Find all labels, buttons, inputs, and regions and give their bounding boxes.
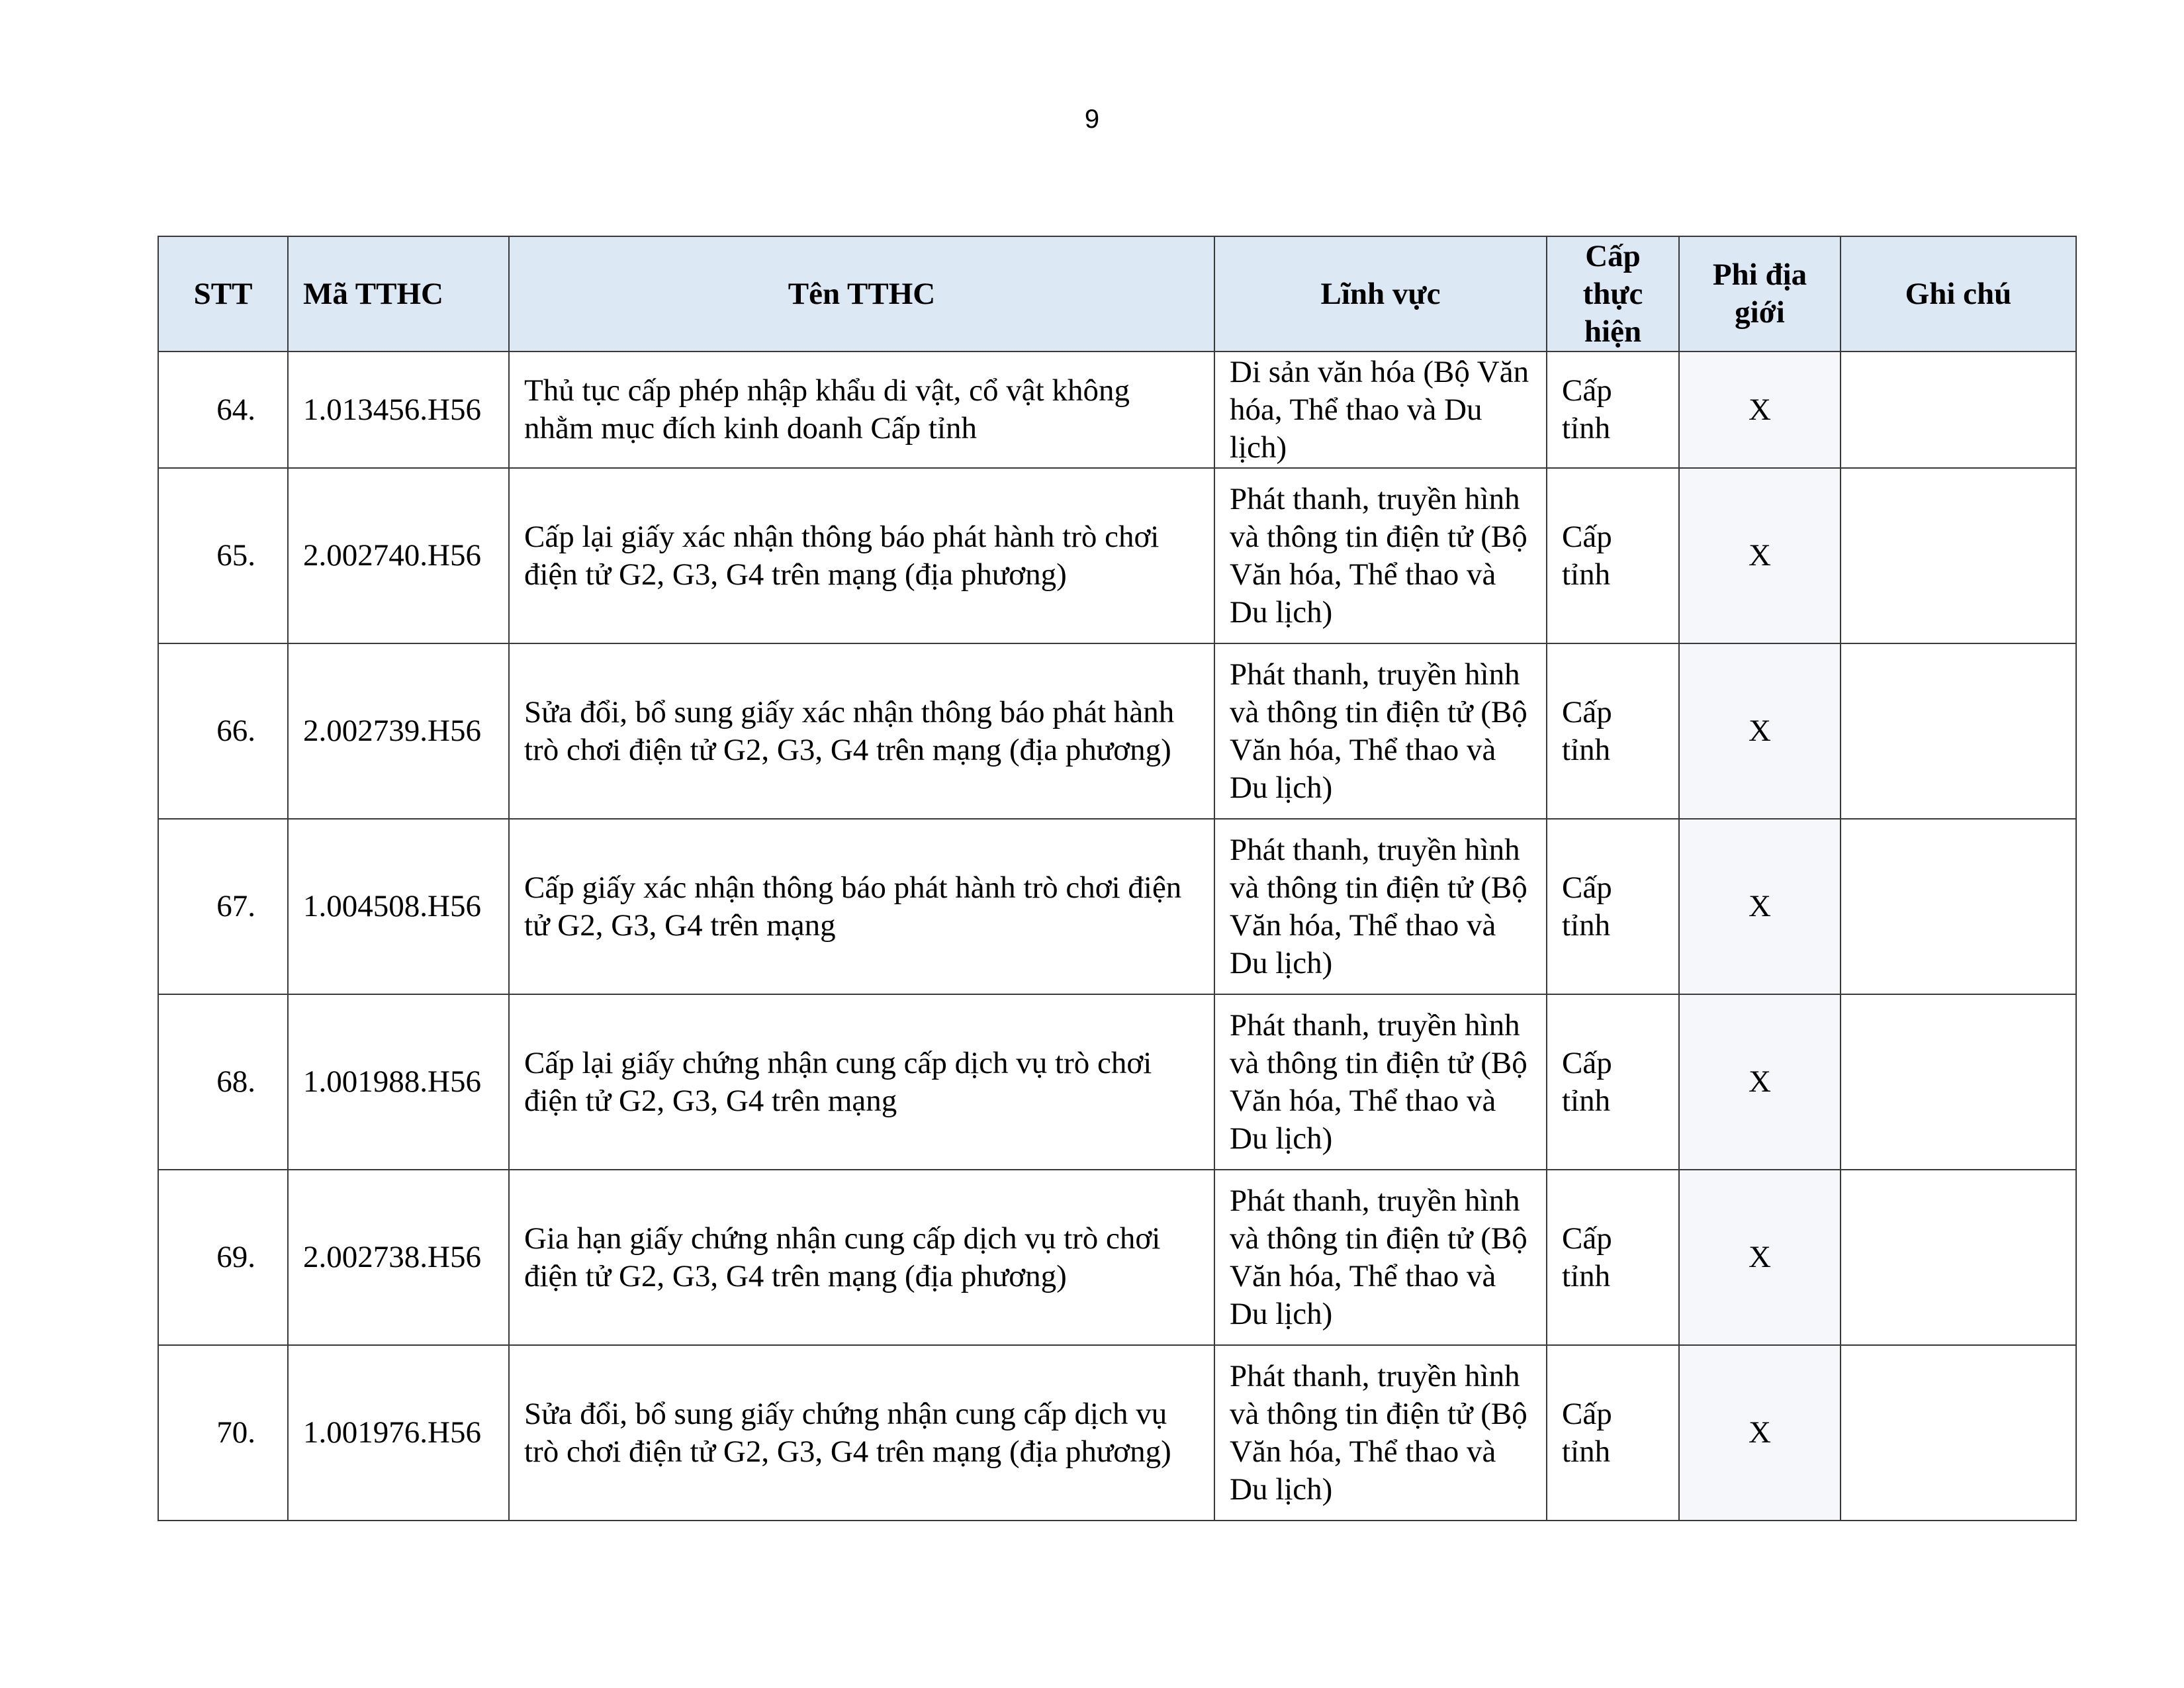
row-field: Phát thanh, truyền hình và thông tin điện tử (Bộ Văn hóa, Thể thao và Du lịch) — [1214, 643, 1547, 819]
row-stt: 70. — [158, 1345, 288, 1521]
row-code: 2.002738.H56 — [288, 1170, 509, 1345]
row-name: Gia hạn giấy chứng nhận cung cấp dịch vụ trò chơi điện tử G2, G3, G4 trên mạng (địa phương) — [509, 1170, 1214, 1345]
row-name: Cấp giấy xác nhận thông báo phát hành trò chơi điện tử G2, G3, G4 trên mạng — [509, 819, 1214, 994]
row-note — [1841, 819, 2076, 994]
row-note — [1841, 352, 2076, 468]
row-field: Phát thanh, truyền hình và thông tin điện tử (Bộ Văn hóa, Thể thao và Du lịch) — [1214, 819, 1547, 994]
row-non-boundary: X — [1679, 819, 1841, 994]
row-code: 2.002740.H56 — [288, 468, 509, 643]
page-number: 9 — [1084, 105, 1100, 134]
row-level: Cấp tỉnh — [1547, 819, 1679, 994]
row-note — [1841, 1170, 2076, 1345]
row-non-boundary: X — [1679, 468, 1841, 643]
row-code: 1.001976.H56 — [288, 1345, 509, 1521]
row-level: Cấp tỉnh — [1547, 1170, 1679, 1345]
row-level: Cấp tỉnh — [1547, 994, 1679, 1170]
row-note — [1841, 1345, 2076, 1521]
row-field: Phát thanh, truyền hình và thông tin điện tử (Bộ Văn hóa, Thể thao và Du lịch) — [1214, 1345, 1547, 1521]
row-field: Phát thanh, truyền hình và thông tin điện tử (Bộ Văn hóa, Thể thao và Du lịch) — [1214, 468, 1547, 643]
row-name: Sửa đổi, bổ sung giấy chứng nhận cung cấp dịch vụ trò chơi điện tử G2, G3, G4 trên mạng (địa phương) — [509, 1345, 1214, 1521]
row-field: Phát thanh, truyền hình và thông tin điện tử (Bộ Văn hóa, Thể thao và Du lịch) — [1214, 1170, 1547, 1345]
row-code: 2.002739.H56 — [288, 643, 509, 819]
header-stt: STT — [158, 236, 288, 352]
row-note — [1841, 994, 2076, 1170]
row-code: 1.004508.H56 — [288, 819, 509, 994]
table-row — [158, 819, 2076, 994]
table-row — [158, 352, 2076, 468]
table-row — [158, 643, 2076, 819]
table-row — [158, 994, 2076, 1170]
row-note — [1841, 468, 2076, 643]
row-code: 1.013456.H56 — [288, 352, 509, 468]
table-row — [158, 1170, 2076, 1345]
row-non-boundary: X — [1679, 1170, 1841, 1345]
header-name: Tên TTHC — [509, 236, 1214, 352]
row-name: Cấp lại giấy chứng nhận cung cấp dịch vụ trò chơi điện tử G2, G3, G4 trên mạng — [509, 994, 1214, 1170]
table-row — [158, 468, 2076, 643]
row-code: 1.001988.H56 — [288, 994, 509, 1170]
row-stt: 66. — [158, 643, 288, 819]
row-non-boundary: X — [1679, 994, 1841, 1170]
row-stt: 65. — [158, 468, 288, 643]
row-non-boundary: X — [1679, 643, 1841, 819]
row-note — [1841, 643, 2076, 819]
row-level: Cấp tỉnh — [1547, 1345, 1679, 1521]
row-non-boundary: X — [1679, 352, 1841, 468]
row-stt: 64. — [158, 352, 288, 468]
row-stt: 68. — [158, 994, 288, 1170]
header-level: Cấp thực hiện — [1547, 236, 1679, 352]
header-note: Ghi chú — [1841, 236, 2076, 352]
row-name: Sửa đổi, bổ sung giấy xác nhận thông báo phát hành trò chơi điện tử G2, G3, G4 trên mạng (địa phương) — [509, 643, 1214, 819]
table-header-row — [158, 236, 2076, 352]
table-row — [158, 1345, 2076, 1521]
row-level: Cấp tỉnh — [1547, 352, 1679, 468]
row-stt: 67. — [158, 819, 288, 994]
row-name: Cấp lại giấy xác nhận thông báo phát hành trò chơi điện tử G2, G3, G4 trên mạng (địa phương) — [509, 468, 1214, 643]
row-field: Phát thanh, truyền hình và thông tin điện tử (Bộ Văn hóa, Thể thao và Du lịch) — [1214, 994, 1547, 1170]
row-level: Cấp tỉnh — [1547, 468, 1679, 643]
procedures-table — [158, 236, 2077, 1521]
header-non-boundary: Phi địa giới — [1679, 236, 1841, 352]
header-code: Mã TTHC — [288, 236, 509, 352]
row-name: Thủ tục cấp phép nhập khẩu di vật, cổ vật không nhằm mục đích kinh doanh Cấp tỉnh — [509, 352, 1214, 468]
row-non-boundary: X — [1679, 1345, 1841, 1521]
row-level: Cấp tỉnh — [1547, 643, 1679, 819]
row-field: Di sản văn hóa (Bộ Văn hóa, Thể thao và Du lịch) — [1214, 352, 1547, 468]
row-stt: 69. — [158, 1170, 288, 1345]
header-field: Lĩnh vực — [1214, 236, 1547, 352]
